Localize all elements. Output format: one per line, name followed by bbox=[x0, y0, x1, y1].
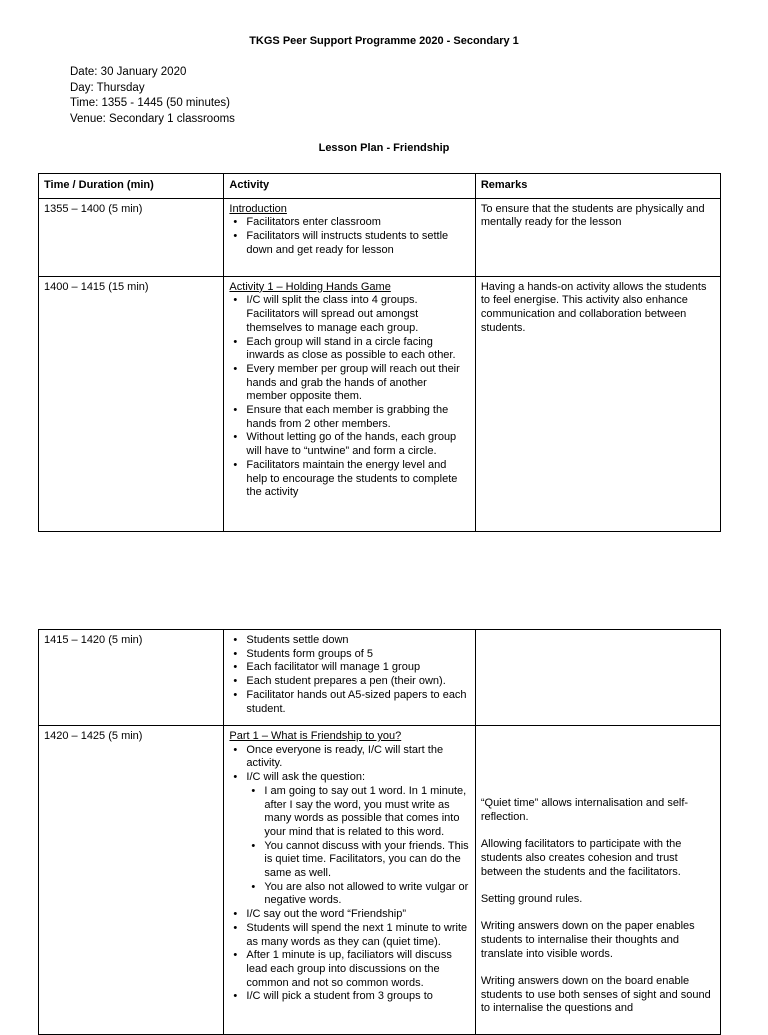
list-item: • Every member per group will reach out their hands and grab the hands of another member opposite them. bbox=[246, 363, 469, 404]
list-item: • Ensure that each member is grabbing the hands from 2 other members. bbox=[246, 404, 469, 431]
table-header-row bbox=[39, 174, 721, 199]
list-item: • I/C will pick a student from 3 groups to bbox=[246, 990, 469, 1004]
remark-paragraph: Writing answers down on the board enable students to use both senses of sight and sound to internalise the questions and bbox=[480, 975, 711, 1015]
remark-paragraph: Allowing facilitators to participate with the students also creates cohesion and trust between the students and the facilitators. bbox=[480, 838, 682, 878]
list-item: • I/C will split the class into 4 groups. Facilitators will spread out amongst themselves to manage each group. bbox=[246, 294, 469, 335]
remark-paragraph: “Quiet time” allows internalisation and self-reflection. bbox=[480, 797, 689, 823]
table-row bbox=[39, 726, 721, 1035]
list-item: • Facilitator hands out A5-sized papers to each student. bbox=[246, 689, 469, 716]
header-activity: Activity bbox=[224, 174, 475, 199]
list-item bbox=[246, 771, 469, 908]
lesson-plan-table-page2 bbox=[38, 629, 721, 1035]
list-item: • Each group will stand in a circle facing inwards as close as possible to each other. bbox=[246, 336, 469, 363]
activity-list bbox=[229, 744, 469, 1004]
list-item: • Each facilitator will manage 1 group bbox=[246, 661, 469, 675]
list-item: • Without letting go of the hands, each group will have to “untwine” and form a circle. bbox=[246, 431, 469, 458]
list-item: • Facilitators will instructs students to settle down and get ready for lesson bbox=[246, 230, 469, 257]
row-time: 1355 – 1400 (5 min) bbox=[39, 198, 224, 276]
sub-list bbox=[246, 785, 469, 908]
list-item: • Each student prepares a pen (their own). bbox=[246, 675, 469, 689]
remark-paragraph: Setting ground rules. bbox=[480, 892, 583, 905]
list-item-text: I/C will ask the question: bbox=[246, 771, 366, 784]
row-time: 1400 – 1415 (15 min) bbox=[39, 276, 224, 531]
list-item: • I/C say out the word “Friendship” bbox=[246, 908, 469, 922]
document-title: TKGS Peer Support Programme 2020 - Secondary 1 bbox=[249, 35, 519, 47]
row-activity bbox=[224, 276, 475, 531]
list-item: • Students settle down bbox=[246, 634, 469, 648]
list-item: • Students will spend the next 1 minute to write as many words as they can (quiet time). bbox=[246, 922, 469, 949]
list-item: • Facilitators maintain the energy level and help to encourage the students to complete the activity bbox=[246, 459, 469, 500]
sub-list-item: • You are also not allowed to write vulgar or negative words. bbox=[264, 881, 469, 908]
row-activity bbox=[224, 726, 475, 1035]
sub-list-item: • You cannot discuss with your friends. This is quiet time. Facilitators, you can do the same as well. bbox=[264, 840, 469, 881]
activity-heading: Part 1 – What is Friendship to you? bbox=[229, 730, 402, 742]
activity-heading: Activity 1 – Holding Hands Game bbox=[229, 280, 391, 293]
remark-paragraph: Writing answers down on the paper enables students to internalise their thoughts and translate into visible words. bbox=[480, 920, 695, 960]
row-time: 1415 – 1420 (5 min) bbox=[39, 630, 224, 726]
activity-list bbox=[229, 294, 469, 500]
date-line: Date: 30 January 2020 bbox=[70, 66, 187, 78]
row-remarks-empty bbox=[475, 630, 720, 726]
row-time: 1420 – 1425 (5 min) bbox=[39, 726, 224, 1035]
list-item: • After 1 minute is up, faciliators will discuss lead each group into discussions on the common and not so common words. bbox=[246, 949, 469, 990]
row-remarks: To ensure that the students are physically and mentally ready for the lesson bbox=[475, 198, 720, 276]
venue-line: Venue: Secondary 1 classrooms bbox=[70, 112, 235, 125]
activity-list bbox=[229, 634, 469, 716]
lesson-plan-title: Lesson Plan - Friendship bbox=[318, 142, 450, 154]
row-activity bbox=[224, 198, 475, 276]
activity-heading: Introduction bbox=[229, 202, 287, 215]
table-row bbox=[39, 198, 721, 276]
table-row bbox=[39, 630, 721, 726]
row-remarks: Having a hands-on activity allows the students to feel energise. This activity also enhance communication and collaboration between students. bbox=[475, 276, 720, 531]
list-item: • Facilitators enter classroom bbox=[246, 216, 469, 230]
row-activity bbox=[224, 630, 475, 726]
sub-list-item: • I am going to say out 1 word. In 1 minute, after I say the word, you must write as many words as possible that comes into your mind that is related to this word. bbox=[264, 785, 469, 840]
activity-list bbox=[229, 216, 469, 257]
list-item: • Students form groups of 5 bbox=[246, 648, 469, 662]
header-remarks: Remarks bbox=[475, 174, 720, 199]
row-remarks bbox=[475, 726, 720, 1035]
lesson-plan-table-page1 bbox=[38, 173, 721, 532]
day-line: Day: Thursday bbox=[70, 81, 145, 94]
table-row bbox=[39, 276, 721, 531]
time-line: Time: 1355 - 1445 (50 minutes) bbox=[70, 97, 231, 109]
lesson-details bbox=[70, 65, 235, 127]
list-item: • Once everyone is ready, I/C will start the activity. bbox=[246, 744, 469, 771]
header-time: Time / Duration (min) bbox=[39, 174, 224, 199]
